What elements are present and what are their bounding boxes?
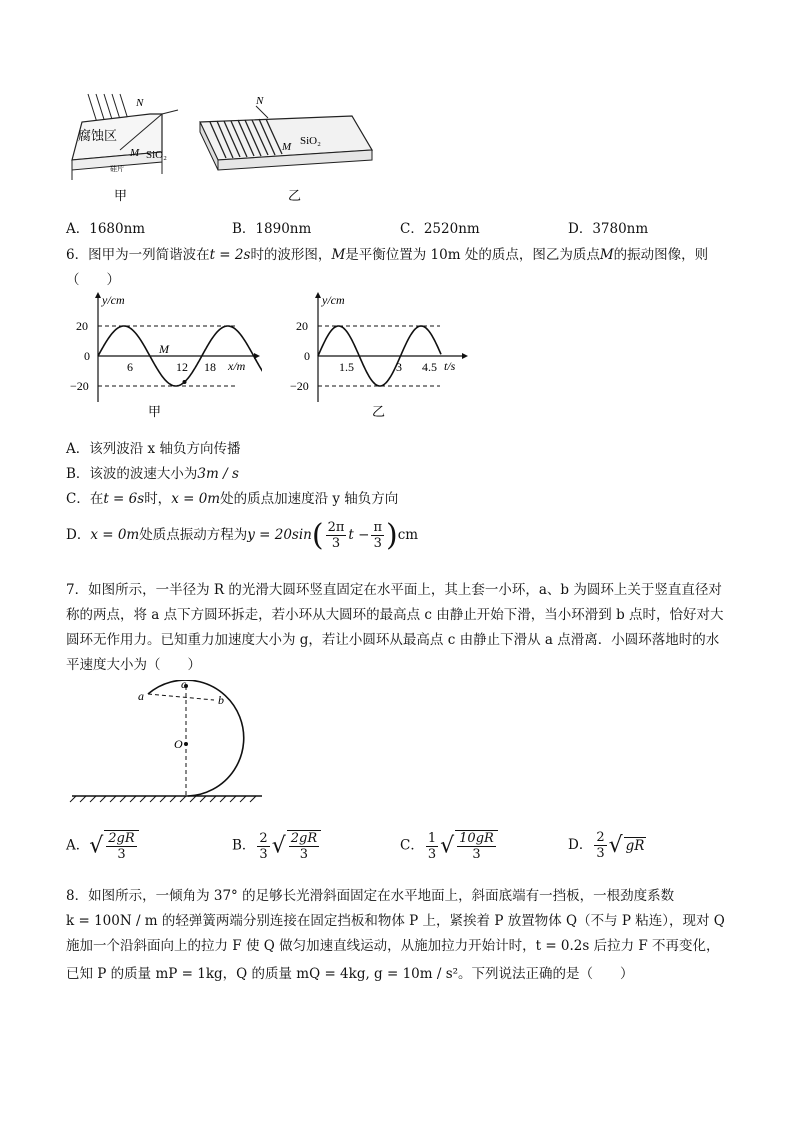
y-tick-neg20: −20 [290, 379, 309, 393]
label-si: 硅片 [110, 165, 124, 173]
point-m [183, 380, 187, 384]
q8-stem-line3: 施加一个沿斜面向上的拉力 F 使 Q 做匀加速直线运动，从施加拉力开始计时，t = 0.2s 后拉力 F 不再变化， [66, 938, 720, 954]
y-tick-20: 20 [296, 319, 308, 333]
figure-q5-yi [200, 95, 372, 203]
point-m-label: M [159, 342, 169, 356]
ground-hatch [70, 796, 256, 802]
label-sio2-yi: SiO₂ [300, 135, 321, 147]
caption-yi: 乙 [372, 404, 386, 419]
q6-option-a[interactable]: A．该列波沿 x 轴负方向传播 [66, 441, 241, 457]
caption-jia: 甲 [114, 188, 128, 203]
q6-option-c[interactable]: C．在t = 6s时，x = 0m处的质点加速度沿 y 轴负方向 [66, 491, 399, 507]
ring-arc [148, 680, 244, 796]
q5-option-b[interactable]: B．1890nm [232, 221, 312, 237]
label-m: M [130, 147, 140, 159]
x-tick-6: 6 [127, 360, 133, 374]
q7-stem-line3: 圆环无作用力。已知重力加速度大小为 g，若让小圆环从最高点 c 由静止下滑从 a 点滑离．小圆环落地时的水 [66, 632, 720, 648]
q6-graph-jia [62, 290, 262, 420]
label-o: O [174, 737, 183, 751]
y-tick-20: 20 [76, 319, 88, 333]
label-n-yi: N [256, 95, 264, 107]
caption-jia: 甲 [148, 404, 162, 419]
q6-stem-line1: 6．图甲为一列简谐波在t = 2s时的波形图，M是平衡位置为 10m 处的质点，图乙为质点M的振动图像，则 [66, 247, 709, 263]
t-tick-4.5: 4.5 [422, 360, 437, 374]
q5-option-c[interactable]: C．2520nm [400, 221, 480, 237]
y-axis-label: y/cm [322, 293, 345, 307]
label-m-yi: M [282, 141, 292, 153]
q7-stem-line1: 7．如图所示，一半径为 R 的光滑大圆环竖直固定在水平面上，其上套一小环，a、b 为圆环上关于竖直直径对 [66, 582, 722, 598]
label-sio2: SiO₂ [146, 149, 167, 161]
y-tick-0: 0 [84, 349, 90, 363]
q6-option-b[interactable]: B．该波的波速大小为3m / s [66, 466, 239, 482]
y-tick-0: 0 [304, 349, 310, 363]
caption-yi: 乙 [288, 188, 302, 203]
q7-option-d[interactable]: D． $\frac{2}{3}$ √ gR [568, 830, 645, 861]
figure-q7-ring [66, 680, 266, 804]
q5-option-a[interactable]: A．1680nm [66, 221, 146, 237]
q6-stem-line2: （ ） [66, 272, 120, 288]
q7-option-b[interactable]: B． $\frac{2}{3}$ √ $\frac{2gR}{3}$ [232, 830, 321, 862]
region-label: 腐蚀区 [78, 128, 118, 143]
figure-q5 [60, 92, 380, 207]
y-tick-neg20: −20 [70, 379, 89, 393]
t-tick-1.5: 1.5 [339, 360, 354, 374]
t-axis-label: t/s [444, 359, 456, 373]
q7-stem-line2: 称的两点，将 a 点下方圆环拆走，若小环从大圆环的最高点 c 由静止开始下滑，当小环滑到 b 点时，恰好对大 [66, 607, 724, 623]
q8-stem-line1: 8．如图所示，一倾角为 37° 的足够长光滑斜面固定在水平地面上，斜面底端有一挡板，一根劲度系数 [66, 888, 675, 904]
q8-stem-line4: 已知 P 的质量 mP = 1kg，Q 的质量 mQ = 4kg, g = 10m / s²。下列说法正确的是（ ） [66, 966, 634, 982]
q6-graph-yi [284, 290, 474, 420]
y-axis-label: y/cm [102, 293, 125, 307]
q8-stem-line2: k = 100N / m 的轻弹簧两端分别连接在固定挡板和物体 P 上，紧挨着 P 放置物体 Q（不与 P 粘连），现对 Q [66, 913, 725, 929]
label-a: a [138, 689, 144, 703]
x-tick-12: 12 [176, 360, 188, 374]
x-tick-18: 18 [204, 360, 216, 374]
label-n: N [136, 97, 144, 109]
label-c: c [181, 680, 187, 691]
t-tick-3: 3 [396, 360, 402, 374]
x-axis-label: x/m [228, 359, 246, 373]
center-o [184, 742, 188, 746]
figure-q5-jia [72, 94, 178, 203]
q6-option-d[interactable]: D．x = 0m处质点振动方程为y = 20sin( $\frac{2\pi}{3}$ t − $\frac{\pi}{3}$ )cm [66, 518, 419, 553]
label-b: b [218, 693, 224, 707]
q7-option-c[interactable]: C． $\frac{1}{3}$ √ $\frac{10gR}{3}$ [400, 830, 498, 862]
q7-stem-line4: 平速度大小为（ ） [66, 657, 201, 673]
q7-option-a[interactable]: A．√ $\frac{2gR}{3}$ [66, 830, 139, 862]
q5-option-d[interactable]: D．3780nm [568, 221, 649, 237]
